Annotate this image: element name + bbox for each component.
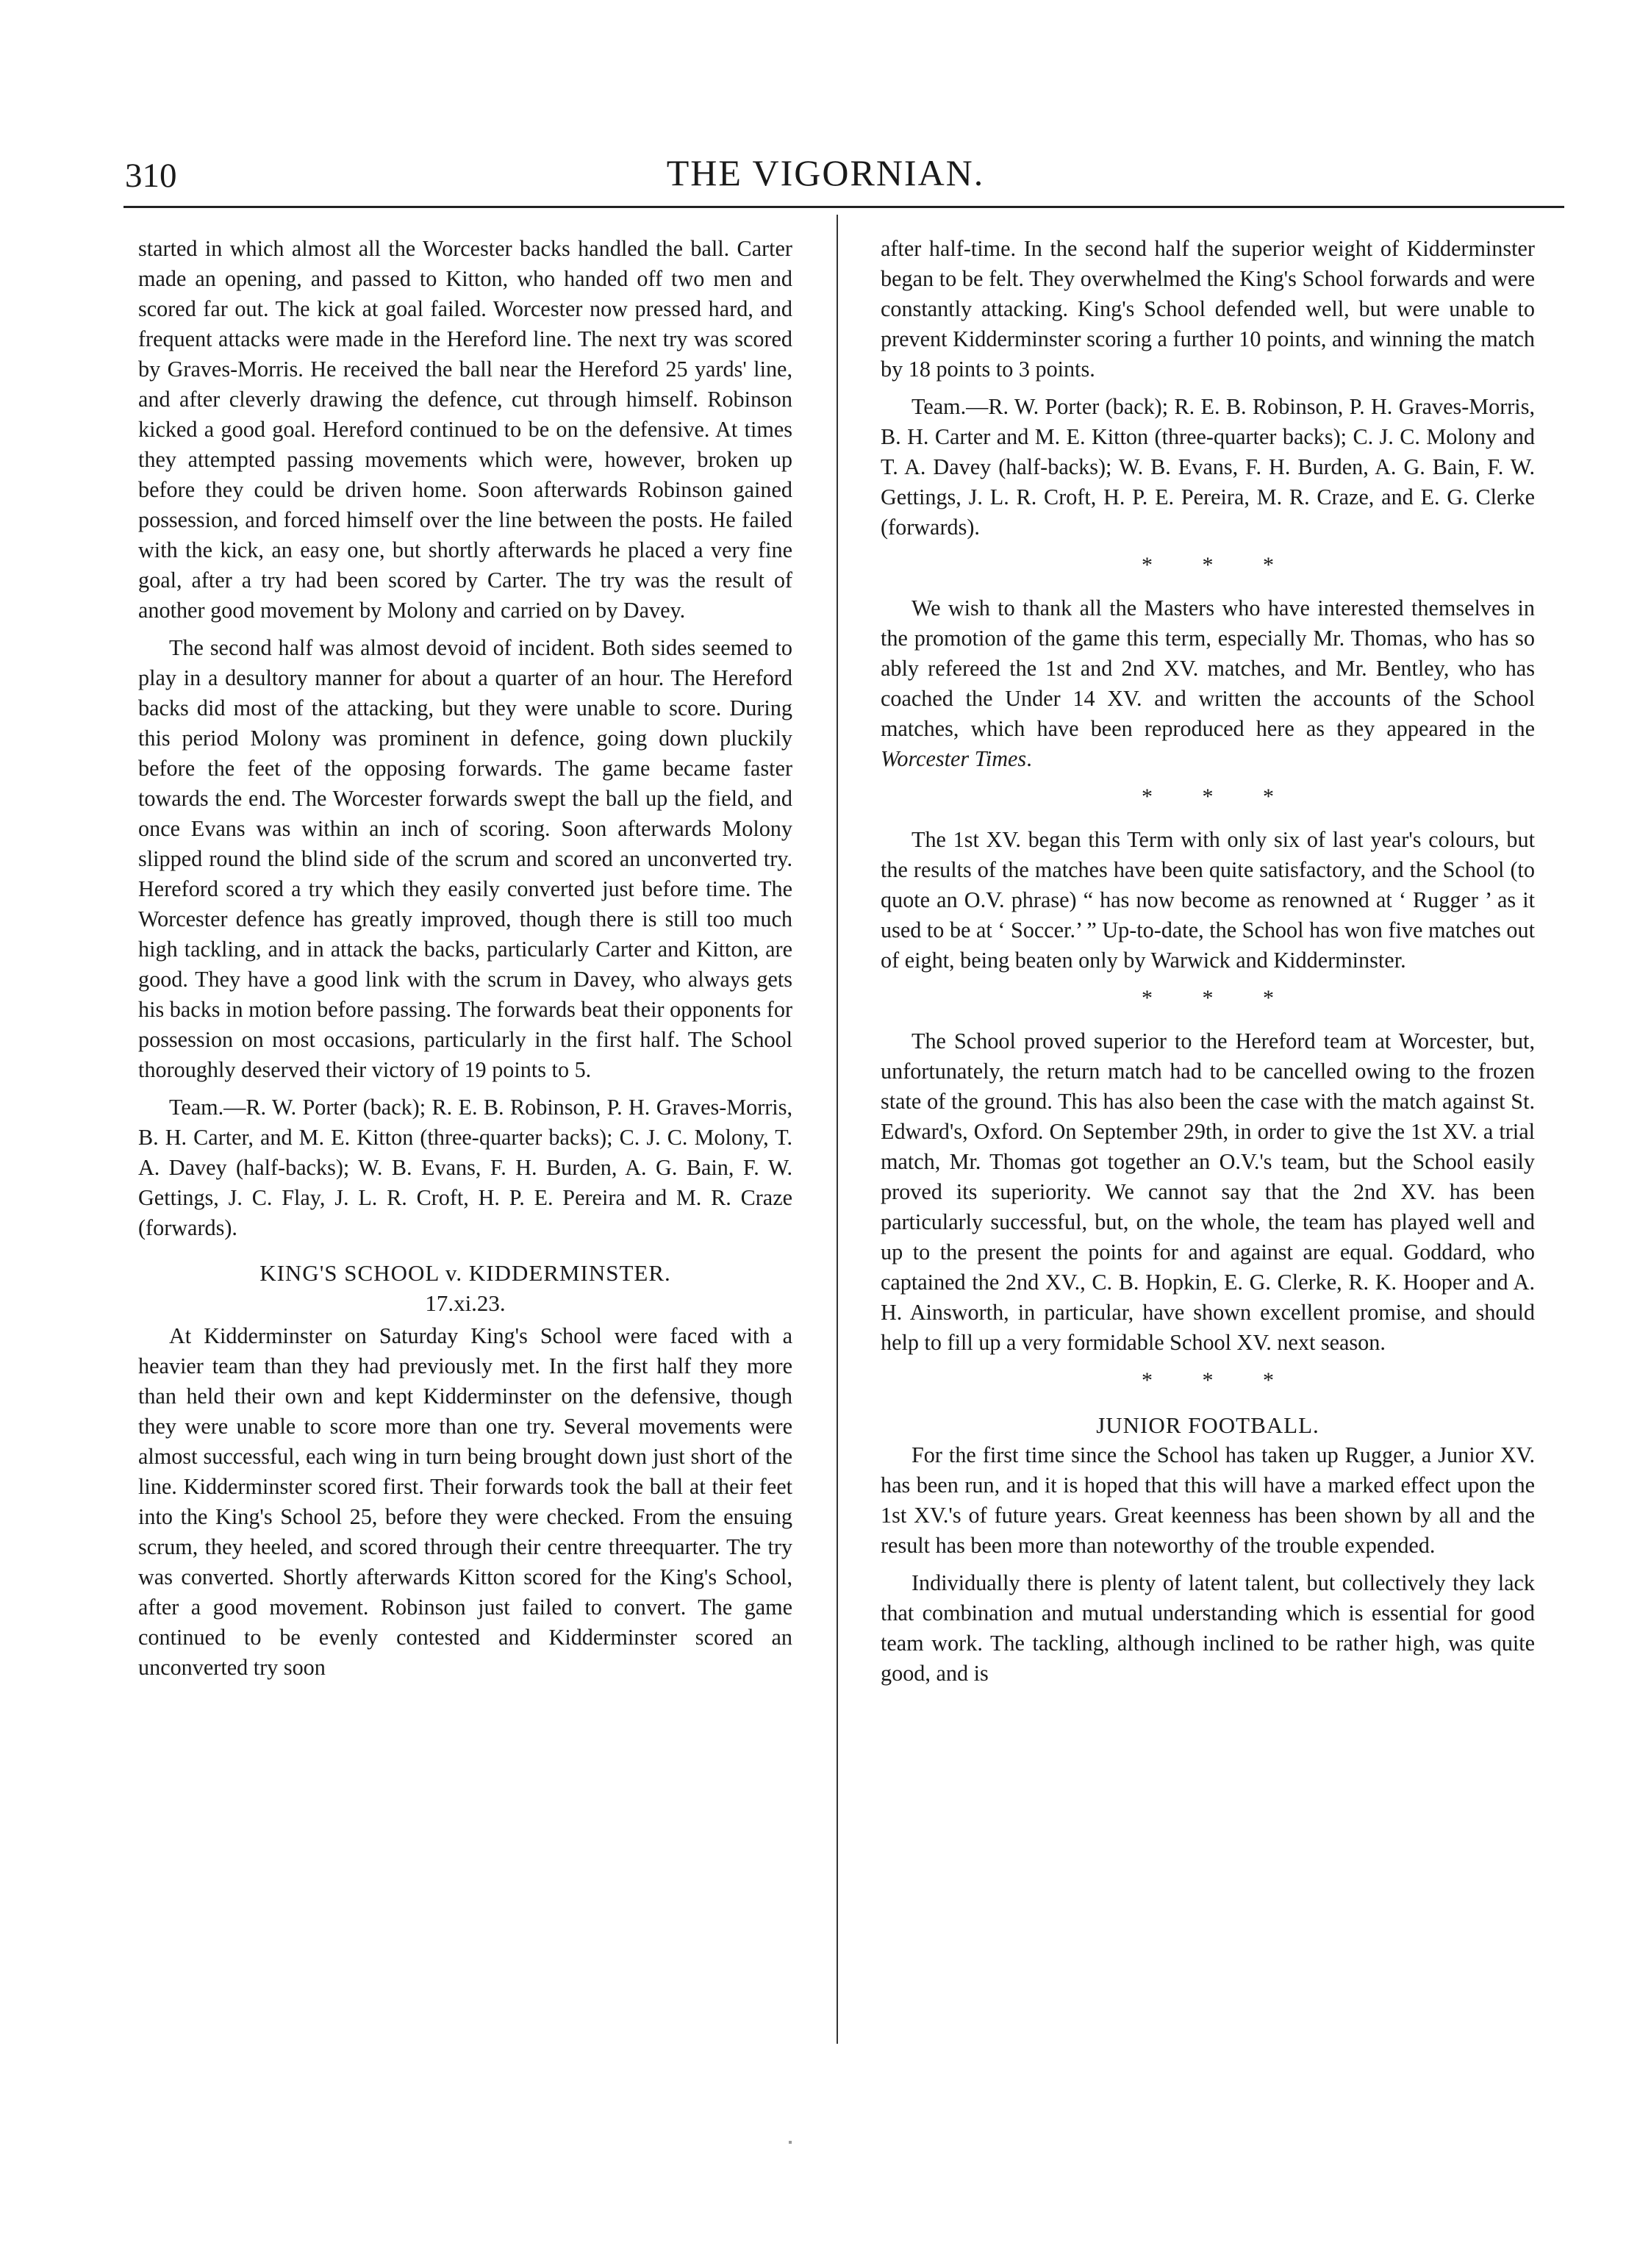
team-list: Team.—R. W. Porter (back); R. E. B. Robinson, P. H. Graves-Morris, B. H. Carter, and M. E. Kitton (three-quarter backs); C. J. C. Molony, T. A. Davey (half-backs); W. B. Evans, F. H. Burden, A. G. Bain, F. W. Gettings, J. C. Flay, J. L. R. Croft, H. P. E. Pereira and M. R. Craze (forwards). [138,1095,792,1240]
right-column [881,234,1535,1696]
left-column [138,234,792,1690]
section-separator: * * * [1142,784,1296,809]
running-title: THE VIGORNIAN. [666,152,985,193]
text-run: . [1026,746,1032,771]
section-separator: * * * [1142,986,1296,1010]
paragraph: The 1st XV. began this Term with only six of last year's colours, but the results of the matches have been quite satisfactory, and the School (to quote an O.V. phrase) “ has now become as renowned at ‘ Rugger ’ as it used to be at ‘ Soccer.’ ” Up-to-date, the School has won five matches out of eight, being beaten only by Warwick and Kidderminster. [881,827,1535,973]
paragraph: after half-time. In the second half the superior weight of Kidderminster began to be felt. They overwhelmed the King's School forwards and were constantly attacking. King's School defended well, but were unable to prevent Kidderminster scoring a further 10 points, and winning the match by 18 points to 3 points. [881,236,1535,382]
section-heading: JUNIOR FOOTBALL. [1096,1412,1319,1438]
team-list: Team.—R. W. Porter (back); R. E. B. Robinson, P. H. Graves-Morris, B. H. Carter and M. E. Kitton (three-quarter backs); C. J. C. Molony and T. A. Davey (half-backs); W. B. Evans, F. H. Burden, A. G. Bain, F. W. Gettings, J. L. R. Croft, H. P. E. Pereira, M. R. Craze, and E. G. Clerke (forwards). [881,394,1535,540]
header-rule [123,206,1564,208]
paragraph: Individually there is plenty of latent talent, but collectively they lack that combination and mutual understanding which is essential for good team work. The tackling, although inclined to be rather high, was quite good, and is [881,1570,1535,1686]
column-divider [837,215,838,2044]
page-number: 310 [125,157,177,195]
match-date: 17.xi.23. [425,1290,506,1316]
text-run: We wish to thank all the Masters who have interested themselves in the promotion of the game this term, especially Mr. Thomas, who has so ably refereed the 1st and 2nd XV. matches, and Mr. Bentley, who has coached the Under 14 XV. and written the accounts of the School matches, which have been reproduced here as they appeared in the [881,595,1535,741]
paragraph: started in which almost all the Worcester backs handled the ball. Carter made an opening, and passed to Kitton, who handed off two men and scored far out. The kick at goal failed. Worcester now pressed hard, and frequent attacks were made in the Hereford line. The next try was scored by Graves-Morris. He received the ball near the Hereford 25 yards' line, and after cleverly drawing the defence, cut through himself. Robinson kicked a good goal. Hereford continued to be on the defensive. At times they attempted passing movements which were, however, broken up before they could be driven home. Soon afterwards Robinson gained possession, and forced himself over the line between the posts. He failed with the kick, an easy one, but shortly afterwards he placed a very fine goal, after a try had been scored by Carter. The try was the result of another good movement by Molony and carried on by Davey. [138,236,792,623]
print-speck [789,2141,792,2144]
paragraph [881,593,1535,774]
paragraph: At Kidderminster on Saturday King's School were faced with a heavier team than they had previously met. In the first half they more than held their own and kept Kidderminster on the defensive, though they were unable to score more than one try. Several movements were almost successful, each wing in turn being brought down just short of the line. Kidderminster scored first. Their forwards took the ball at their feet into the King's School 25, before they were checked. From the ensuing scrum, they heeled, and scored through their centre threequarter. The try was converted. Shortly afterwards Kitton scored for the King's School, after a good movement. Robinson just failed to convert. The game continued to be evenly contested and Kidderminster scored an unconverted try soon [138,1323,792,1680]
match-heading: KING'S SCHOOL v. KIDDERMINSTER. [259,1260,671,1286]
paragraph: The second half was almost devoid of incident. Both sides seemed to play in a desultory manner for about a quarter of an hour. The Hereford backs did most of the attacking, but they were unable to score. During this period Molony was prominent in defence, going down pluckily before the feet of the opposing forwards. The game became faster towards the end. The Worcester forwards swept the ball up the field, and once Evans was within an inch of scoring. Soon afterwards Molony slipped round the blind side of the scrum and scored an unconverted try. Hereford scored a try which they easily converted just before time. The Worcester defence has greatly improved, though there is still too much high tackling, and in attack the backs, particularly Carter and Kitton, are good. They have a good link with the scrum in Davey, who always gets his backs in motion before passing. The forwards beat their opponents for possession on most occasions, particularly in the first half. The School thoroughly deserved their victory of 19 points to 5. [138,635,792,1082]
section-separator: * * * [1142,553,1296,577]
paragraph: For the first time since the School has taken up Rugger, a Junior XV. has been run, and it is hoped that this will have a marked effect upon the 1st XV.'s of future years. Great keenness has been shown by all and the result has been more than noteworthy of the trouble expended. [881,1442,1535,1558]
paragraph: The School proved superior to the Hereford team at Worcester, but, unfortunately, the return match had to be cancelled owing to the frozen state of the ground. This has also been the case with the match against St. Edward's, Oxford. On September 29th, in order to give the 1st XV. a trial match, Mr. Thomas got together an O.V.'s team, but the School easily proved its superiority. We cannot say that the 2nd XV. has been particularly successful, but, on the whole, the team has played well and up to the present the points for and against are equal. Goddard, who captained the 2nd XV., C. B. Hopkin, E. G. Clerke, R. K. Hooper and A. H. Ainsworth, in particular, have shown excellent promise, and should help to fill up a very formidable School XV. next season. [881,1029,1535,1355]
section-separator: * * * [1142,1368,1296,1392]
newspaper-title: Worcester Times [881,746,1027,771]
